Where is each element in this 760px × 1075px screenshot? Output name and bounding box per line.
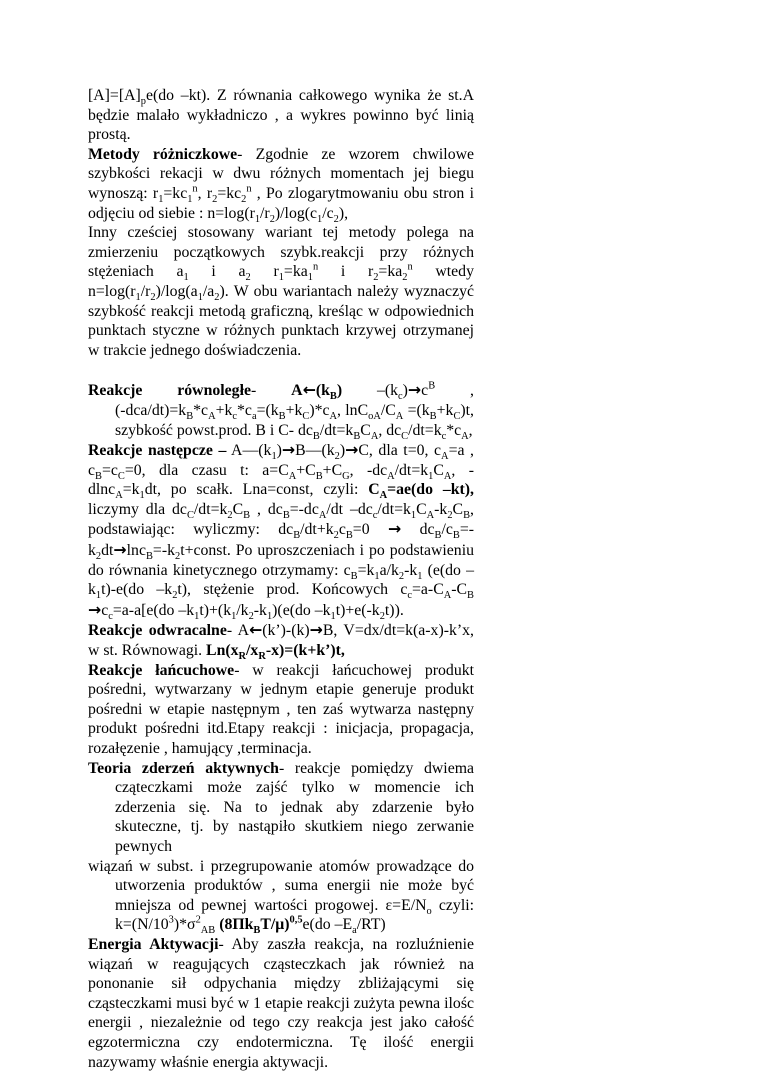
- text-run: /dt=k: [408, 421, 442, 439]
- text-run: A: [329, 411, 338, 423]
- text-run: A: [395, 411, 404, 423]
- text-run: dt: [101, 542, 114, 560]
- right-arrow-icon: →: [88, 599, 102, 619]
- text-run: -k: [253, 601, 267, 619]
- text-run: - reakcje pomiędzy dwiema cząteczkami może zajść tylko w momencie ich zderzenia się. Na to jednak aby zdarzenie było skuteczne, tj. by nastąpiło skutkiem niego zerwanie pewnych: [115, 759, 474, 855]
- text-run: B: [452, 530, 460, 542]
- text-run: C: [302, 411, 310, 423]
- text-run: - A: [226, 622, 249, 640]
- text-run: *c: [193, 401, 209, 419]
- text-run: A: [318, 510, 327, 522]
- text-run: 1: [428, 470, 434, 482]
- text-run: A: [370, 430, 379, 442]
- text-run: +k: [285, 401, 303, 419]
- text-run: B: [282, 510, 290, 522]
- text-run: r: [250, 263, 279, 281]
- text-run: e(do –E: [302, 916, 353, 934]
- paragraph-parallel-reactions-body: [88, 401, 474, 440]
- text-run: /dt=k: [319, 421, 354, 439]
- paragraph-differential-methods: [88, 145, 474, 223]
- text-run: 2: [227, 510, 233, 522]
- text-run: Metody różniczkowe: [88, 145, 238, 163]
- text-run: +C: [322, 461, 343, 479]
- text-run: 2: [175, 551, 181, 563]
- text-run: /dt+k: [300, 521, 334, 539]
- text-run: B: [329, 391, 337, 403]
- text-run: czyli: k=(N/10: [115, 896, 474, 934]
- text-run: t)+(k: [199, 601, 232, 619]
- text-run: /r: [140, 282, 151, 300]
- text-run: ): [402, 382, 408, 400]
- text-run: p: [140, 96, 146, 108]
- text-run: B: [428, 381, 436, 393]
- text-run: C: [433, 461, 444, 479]
- text-run: /RT): [356, 916, 386, 934]
- text-run: liczymy dla dc: [88, 500, 187, 518]
- text-run: n: [407, 262, 413, 274]
- text-run: T/μ): [260, 916, 290, 934]
- text-run: Ln(x: [206, 642, 239, 660]
- text-run: A: [441, 451, 449, 463]
- text-run: t)-e(do –k: [101, 581, 173, 599]
- text-run: =c: [101, 461, 118, 479]
- text-run: B: [429, 411, 437, 423]
- text-run: B: [350, 570, 358, 582]
- text-run: C: [360, 421, 371, 439]
- text-run: 1: [417, 570, 423, 582]
- text-run: a: [352, 925, 357, 937]
- text-run: 1: [330, 611, 336, 622]
- text-run: t), stężenie prod. Końcowych c: [177, 581, 408, 599]
- text-run: /r: [260, 204, 270, 222]
- text-run: A: [443, 470, 452, 482]
- text-run: 1: [254, 213, 261, 225]
- text-run: 2: [212, 194, 218, 206]
- text-run: /a: [202, 282, 215, 300]
- text-run: A: [379, 490, 388, 502]
- text-run: [A]=[A]: [88, 87, 141, 104]
- text-run: C: [232, 500, 244, 518]
- text-run: A: [291, 382, 303, 400]
- text-run: , -dc: [349, 461, 388, 479]
- text-run: B: [315, 470, 323, 482]
- text-run: A: [387, 470, 395, 482]
- text-run: , dc: [250, 500, 283, 518]
- paragraph-chain-reactions: [88, 661, 474, 759]
- text-run: c: [372, 510, 378, 522]
- text-run: t)+e(-k: [335, 601, 380, 619]
- text-run: 2: [333, 213, 339, 225]
- text-run: =(k: [256, 401, 279, 419]
- text-run: -x)=(k+k’)t,: [265, 642, 345, 660]
- text-run: B: [434, 530, 442, 542]
- left-arrow-icon: ←: [249, 620, 263, 640]
- text-run: 1: [197, 292, 203, 304]
- text-run: =k: [357, 561, 375, 579]
- text-run: =0: [352, 521, 388, 539]
- text-run: -C: [451, 581, 468, 599]
- text-run: Reakcje równoległe: [88, 382, 251, 400]
- text-run: 2: [95, 551, 102, 563]
- text-run: A: [461, 430, 469, 442]
- text-run: *c: [237, 401, 252, 419]
- text-run: dc: [401, 521, 435, 539]
- text-run: (-dca/dt)=k: [115, 401, 187, 419]
- text-run: G: [342, 470, 350, 482]
- text-run: c: [338, 521, 346, 539]
- right-arrow-icon: →: [387, 519, 402, 539]
- text-run: 2: [150, 292, 156, 304]
- text-run: C: [452, 500, 464, 518]
- text-run: R: [238, 651, 247, 663]
- text-run: =ka: [283, 263, 308, 281]
- text-run: )*c: [309, 401, 330, 419]
- text-run: 2: [172, 590, 178, 602]
- right-arrow-icon: →: [309, 620, 323, 640]
- text-run: c: [398, 391, 403, 403]
- text-run: AB: [200, 925, 216, 937]
- text-run: oA: [368, 411, 381, 423]
- text-run: 1: [187, 194, 193, 206]
- text-run: C: [401, 430, 409, 442]
- text-run: ): [336, 382, 343, 400]
- text-run: /c: [441, 521, 453, 539]
- text-run: =ka: [378, 263, 403, 281]
- text-run: B: [278, 411, 286, 423]
- text-run: A: [443, 590, 452, 602]
- text-run: a/k: [379, 561, 399, 579]
- text-run: =a , c: [88, 442, 475, 479]
- text-run: ): [339, 442, 346, 460]
- text-run: 2: [195, 915, 201, 927]
- text-run: /dt=k: [193, 500, 228, 518]
- paragraph-bond-breaking-energy: [88, 857, 474, 935]
- text-run: –(k: [342, 382, 399, 400]
- text-run: =a-C: [412, 581, 444, 599]
- text-run: /dt=k: [394, 461, 429, 479]
- paragraph-reversible-reactions: [88, 620, 474, 663]
- text-run: /dt=k: [377, 500, 411, 518]
- text-run: 1: [95, 590, 102, 602]
- text-run: (8Πk: [219, 916, 254, 934]
- text-run: B, V=dx/dt=k(a-x)-k’x, w st. Równowagi.: [88, 622, 474, 660]
- left-arrow-icon: ←: [302, 380, 316, 400]
- text-run: 2: [245, 272, 251, 284]
- text-run: , lnC: [337, 401, 369, 419]
- document-body: [88, 86, 474, 1072]
- text-run: R: [258, 651, 266, 663]
- text-run: B: [243, 510, 251, 522]
- text-run: lnc: [126, 542, 146, 560]
- text-run: -k: [434, 500, 448, 518]
- text-run: B: [253, 925, 261, 937]
- text-run: (k’)-(k): [262, 622, 310, 640]
- text-run: C: [186, 510, 194, 522]
- text-run: C: [453, 411, 461, 423]
- text-run: /c: [322, 204, 334, 222]
- text-run: , podstawiając: wyliczmy: dc: [88, 500, 474, 539]
- text-run: 2: [214, 292, 220, 304]
- text-run: B: [467, 590, 474, 602]
- text-run: Reakcje łańcuchowe: [88, 661, 235, 679]
- right-arrow-icon: →: [281, 440, 296, 460]
- text-run: 2: [333, 530, 339, 542]
- text-run: B: [293, 530, 301, 542]
- text-run: C: [117, 470, 125, 482]
- text-run: , r: [197, 184, 213, 202]
- text-run: - w reakcji łańcuchowej produkt pośredni, wytwarzany w jednym etapie generuje produkt pośredni w etapie następnym , ten zaś wytwarza następny produkt pośredni itd.Etapy reakcji : inicjacja, propagacja, rozałęzenie , hamujący ,terminacja.: [88, 661, 475, 757]
- text-run: 1: [271, 451, 277, 463]
- text-run: e(do –kt). Z równania całkowego wynika że st.A będzie malało wykładniczo , a wykres powinno być linią prostą.: [88, 87, 474, 144]
- text-run: 2: [379, 611, 385, 622]
- text-run: -: [250, 382, 292, 400]
- text-run: C: [368, 481, 380, 499]
- text-run: wtedy n=log(r: [88, 263, 474, 300]
- text-run: =-k: [152, 542, 175, 560]
- text-run: B: [463, 510, 471, 522]
- text-run: =ae(do –kt),: [387, 481, 474, 499]
- text-run: 1: [266, 611, 273, 622]
- text-run: 2: [398, 570, 405, 582]
- text-run: B: [353, 430, 361, 442]
- paragraph-activation-energy: [88, 935, 474, 1072]
- text-run: )/log(c: [274, 204, 318, 222]
- text-run: )/log(a: [155, 282, 198, 300]
- text-run: (e(do –k: [88, 561, 474, 599]
- paragraph-integral-equation: [88, 86, 474, 145]
- text-run: A: [208, 411, 216, 423]
- text-run: dt, po scałk. Lna=const, czyli:: [144, 481, 369, 499]
- text-run: (k: [315, 382, 330, 400]
- text-run: ),: [338, 204, 349, 222]
- text-run: - Zgodnie ze wzorem chwilowe szybkości rekacji w dwu różnych momentach jej biegu wynoszą: r: [88, 145, 475, 202]
- text-run: *c: [446, 421, 462, 439]
- text-run: B: [145, 551, 153, 563]
- text-run: =k: [122, 481, 140, 499]
- text-run: 1: [231, 611, 237, 622]
- text-run: Teoria zderzeń aktywnych: [88, 759, 279, 777]
- text-run: 1: [374, 570, 380, 582]
- text-run: 1: [158, 194, 164, 206]
- text-run: C, dla t=0, c: [358, 442, 442, 460]
- text-run: 1: [317, 213, 323, 225]
- text-run: B: [312, 430, 320, 442]
- text-run: 1: [307, 272, 313, 284]
- text-run: =0, dla czasu t: a=C: [124, 461, 289, 479]
- text-run: 2: [248, 611, 254, 622]
- text-run: t+const. Po uproszczeniach i po podstawieniu do równania kinetycznego otrzymamy: c: [88, 542, 474, 579]
- text-run: 2: [373, 272, 379, 284]
- text-run: 2: [447, 510, 453, 522]
- text-run: 2: [241, 194, 247, 206]
- text-run: c: [232, 411, 238, 423]
- text-run: wiązań w subst. i przegrupowanie atomów prowadzące do utworzenia produktów , suma energii nie może być mniejsza od pewnej wartości progowej. ε=E/N: [88, 857, 474, 914]
- text-run: /C: [380, 401, 396, 419]
- text-run: =kc: [163, 184, 188, 202]
- text-run: /dt –dc: [326, 500, 373, 518]
- text-run: +C: [296, 461, 316, 479]
- text-run: a: [251, 411, 257, 423]
- text-run: c: [441, 430, 447, 442]
- text-run: =(k: [403, 401, 430, 419]
- text-run: )*σ: [173, 916, 196, 934]
- text-run: +k: [215, 401, 233, 419]
- text-run: ,: [435, 382, 474, 400]
- text-run: ). W obu wariantach należy wyznaczyć szybkość reakcji metodą graficzną, kreśląc w odpowiednich punktach styczne w różnych punktach krzywej otrzymanej w trakcie jednego doświadczenia.: [88, 282, 474, 359]
- text-run: i r: [318, 263, 374, 281]
- text-run: t)).: [384, 601, 404, 619]
- text-run: A: [115, 490, 123, 502]
- right-arrow-icon: →: [345, 440, 359, 460]
- text-run: - Aby zaszła reakcja, na rozluźnienie wiązań w reagujących cząsteczkach jak również na pononanie sił odpychania między zbliżającymi się cząsteczkami musi być w 1 etapie reakcji zużyta pewna ilośc energii , niezależnie od tego czy reakcja jest jako całość egzotermiczna czy endotermiczna. Tę ilość energii nazywamy właśnie energia aktywacji.: [88, 935, 474, 1071]
- paragraph-collision-theory: [88, 759, 474, 857]
- text-run: =a-a[e(do –k: [112, 601, 195, 619]
- paragraph-initial-rates-variant: [88, 223, 474, 360]
- text-run: -k: [404, 561, 418, 579]
- text-run: A: [288, 470, 297, 482]
- text-run: ): [276, 442, 282, 460]
- text-run: B: [186, 411, 194, 423]
- text-run: 2: [269, 213, 275, 225]
- right-arrow-icon: →: [407, 380, 422, 400]
- text-run: ,: [468, 421, 473, 439]
- text-run: =kc: [217, 184, 242, 202]
- paragraph-parallel-reactions-title: [88, 380, 474, 401]
- text-run: 1: [410, 510, 417, 522]
- text-run: Energia Aktywacji: [88, 935, 219, 953]
- text-run: B: [95, 470, 102, 482]
- text-run: n: [246, 183, 252, 195]
- text-run: 1: [194, 611, 200, 622]
- text-run: 1: [135, 292, 141, 304]
- text-run: 1: [183, 272, 189, 284]
- text-run: Reakcje odwracalne: [88, 622, 227, 640]
- text-run: c: [101, 601, 109, 619]
- text-run: Inny cześciej stosowany wariant tej metody polega na zmierzeniu początkowych szybk.reakcji przy różnych stężeniach a: [88, 224, 474, 281]
- text-run: c: [108, 611, 113, 622]
- text-run: B—(k: [295, 442, 335, 460]
- text-run: , Po zlogarytmowaniu obu stron i odjęciu od siebie : n=log(r: [88, 184, 474, 222]
- text-run: i a: [188, 263, 246, 281]
- text-run: A: [426, 510, 435, 522]
- text-run: )(e(do –k: [272, 601, 331, 619]
- text-run: B: [345, 530, 353, 542]
- text-run: n: [192, 183, 198, 195]
- text-run: C: [416, 500, 427, 518]
- text-run: 0,5: [289, 915, 303, 927]
- text-run: c: [421, 382, 429, 400]
- text-run: c: [407, 590, 413, 602]
- right-arrow-icon: →: [113, 540, 127, 560]
- paragraph-consecutive-reactions: [88, 440, 474, 620]
- text-run: /x: [246, 642, 259, 660]
- text-run: Reakcje następcze –: [88, 442, 227, 460]
- text-run: 1: [278, 272, 284, 284]
- text-run: 3: [168, 915, 174, 927]
- text-run: , -dlnc: [88, 461, 474, 499]
- text-run: 2: [402, 272, 408, 284]
- text-run: 1: [139, 490, 145, 502]
- text-run: n: [312, 262, 319, 274]
- text-run: =-dc: [289, 500, 319, 518]
- text-run: , dc: [378, 421, 402, 439]
- text-run: +k: [436, 401, 454, 419]
- text-run: A—(k: [226, 442, 272, 460]
- text-run: )t, szybkość powst.prod. B i C- dc: [115, 401, 474, 439]
- text-run: =-k: [88, 521, 474, 560]
- text-run: 2: [334, 451, 340, 463]
- text-run: /k: [236, 601, 249, 619]
- text-run: o: [426, 905, 432, 917]
